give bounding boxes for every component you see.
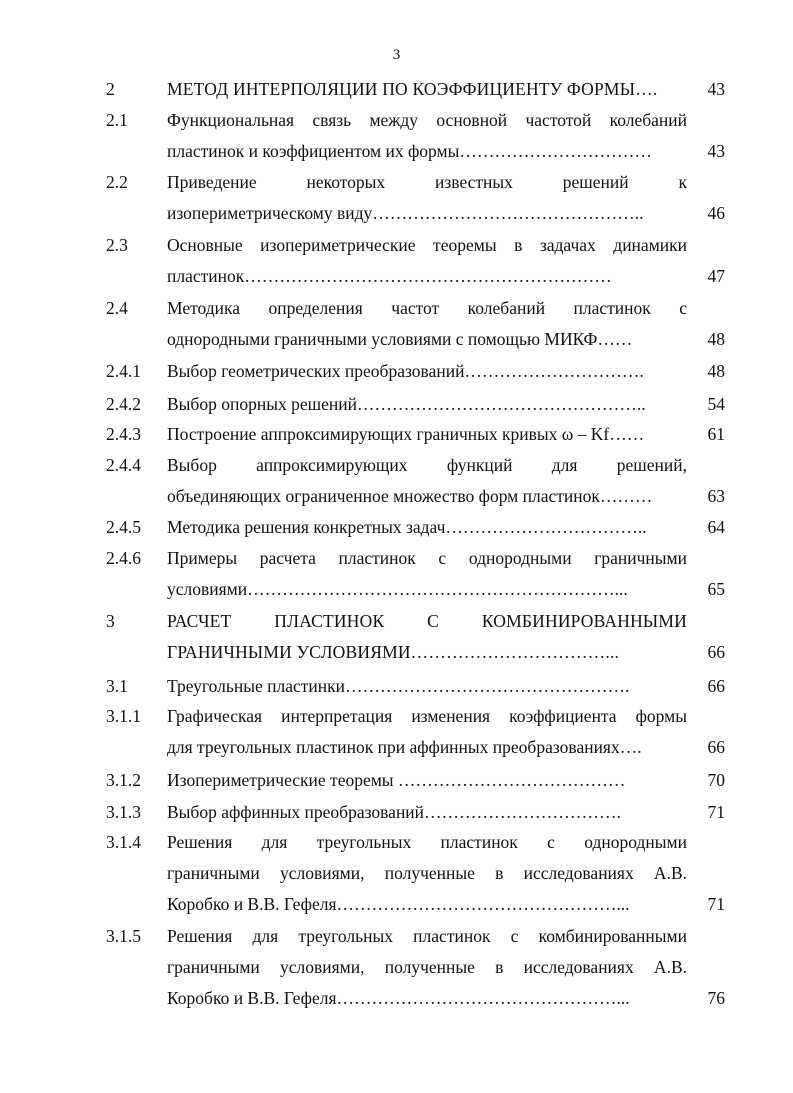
- toc-entry-title-line: Выбор аппроксимирующих функций для решений,: [167, 455, 687, 475]
- toc-entry-page: 71: [707, 802, 725, 822]
- toc-entry-title-line: Изопериметрические теоремы …………………………………: [167, 770, 626, 790]
- toc-entry-page: 65: [707, 579, 725, 599]
- toc-entry-page: 70: [707, 770, 725, 790]
- toc-entry-title-line: Решения для треугольных пластинок с однородными: [167, 832, 687, 852]
- toc-entry-number: 2.4.5: [106, 517, 141, 537]
- toc-entry-page: 48: [707, 329, 725, 349]
- toc-entry-page: 64: [707, 517, 725, 537]
- page-number: 3: [392, 47, 401, 63]
- toc-entry-title-line: Выбор опорных решений…………………………………………..: [167, 394, 646, 414]
- toc-entry-title-line: изопериметрическому виду………………………………………..: [167, 203, 644, 223]
- toc-entry-title-line: Графическая интерпретация изменения коэффициента формы: [167, 706, 687, 726]
- toc-entry-number: 2.4.6: [106, 548, 141, 568]
- toc-entry-number: 2.4.2: [106, 394, 141, 414]
- toc-entry-number: 3.1.3: [106, 802, 141, 822]
- toc-entry-title-line: Коробко и В.В. Гефеля…………………………………………...: [167, 894, 630, 914]
- toc-entry-number: 2: [106, 79, 115, 99]
- toc-entry-title-line: Примеры расчета пластинок с однородными граничными: [167, 548, 687, 568]
- toc-entry-title-line: условиями………………………………………………………...: [167, 579, 628, 599]
- toc-entry-number: 2.1: [106, 110, 128, 130]
- toc-entry-title-line: Приведение некоторых известных решений к: [167, 172, 687, 192]
- toc-entry-number: 3.1: [106, 676, 128, 696]
- toc-entry-title-line: ГРАНИЧНЫМИ УСЛОВИЯМИ……………………………...: [167, 642, 620, 662]
- toc-entry-title-line: Методика решения конкретных задач……………………………..: [167, 517, 647, 537]
- toc-entry-title-line: РАСЧЕТ ПЛАСТИНОК С КОМБИНИРОВАННЫМИ: [167, 611, 687, 631]
- toc-entry-number: 2.4.3: [106, 424, 141, 444]
- toc-entry-title-line: объединяющих ограниченное множество форм пластинок………: [167, 486, 653, 506]
- toc-entry-title-line: Решения для треугольных пластинок с комбинированными: [167, 926, 687, 946]
- toc-entry-number: 2.2: [106, 172, 128, 192]
- toc-entry-page: 66: [707, 642, 725, 662]
- toc-entry-page: 66: [707, 676, 725, 696]
- toc-entry-title-line: Выбор геометрических преобразований………………………….: [167, 361, 644, 381]
- toc-entry-title-line: граничными условиями, полученные в исследованиях А.В.: [167, 863, 687, 883]
- toc-entry-number: 2.4: [106, 298, 128, 318]
- toc-entry-page: 47: [707, 266, 725, 286]
- toc-entry-title-line: пластинок………………………………………………………: [167, 266, 612, 286]
- toc-entry-page: 54: [707, 394, 725, 414]
- toc-entry-title-line: граничными условиями, полученные в исследованиях А.В.: [167, 957, 687, 977]
- toc-entry-title-line: Треугольные пластинки………………………………………….: [167, 676, 630, 696]
- toc-entry-number: 3.1.2: [106, 770, 141, 790]
- toc-entry-title-line: пластинок и коэффициентом их формы……………………………: [167, 141, 652, 161]
- toc-entry-page: 66: [707, 737, 725, 757]
- toc-entry-number: 2.4.4: [106, 455, 141, 475]
- toc-entry-page: 43: [707, 79, 725, 99]
- toc-entry-number: 3: [106, 611, 115, 631]
- toc-entry-page: 48: [707, 361, 725, 381]
- toc-entry-page: 43: [707, 141, 725, 161]
- toc-entry-title-line: для треугольных пластинок при аффинных преобразованиях….: [167, 737, 642, 757]
- toc-entry-number: 2.3: [106, 235, 128, 255]
- toc-entry-title-line: Выбор аффинных преобразований…………………………….: [167, 802, 621, 822]
- toc-entry-title-line: МЕТОД ИНТЕРПОЛЯЦИИ ПО КОЭФФИЦИЕНТУ ФОРМЫ….: [167, 79, 658, 99]
- toc-entry-title-line: однородными граничными условиями с помощью МИКФ……: [167, 329, 633, 349]
- toc-entry-title-line: Построение аппроксимирующих граничных кривых ω – Kf……: [167, 424, 645, 444]
- toc-entry-page: 46: [707, 203, 725, 223]
- toc-entry-title-line: Основные изопериметрические теоремы в задачах динамики: [167, 235, 687, 255]
- toc-entry-page: 71: [707, 894, 725, 914]
- toc-entry-page: 76: [707, 988, 725, 1008]
- toc-entry-title-line: Функциональная связь между основной частотой колебаний: [167, 110, 687, 130]
- toc-entry-page: 61: [707, 424, 725, 444]
- toc-entry-number: 2.4.1: [106, 361, 141, 381]
- toc-entry-page: 63: [707, 486, 725, 506]
- toc-entry-title-line: Коробко и В.В. Гефеля…………………………………………...: [167, 988, 630, 1008]
- toc-entry-title-line: Методика определения частот колебаний пластинок с: [167, 298, 687, 318]
- toc-entry-number: 3.1.4: [106, 832, 141, 852]
- toc-entry-number: 3.1.1: [106, 706, 141, 726]
- toc-entry-number: 3.1.5: [106, 926, 141, 946]
